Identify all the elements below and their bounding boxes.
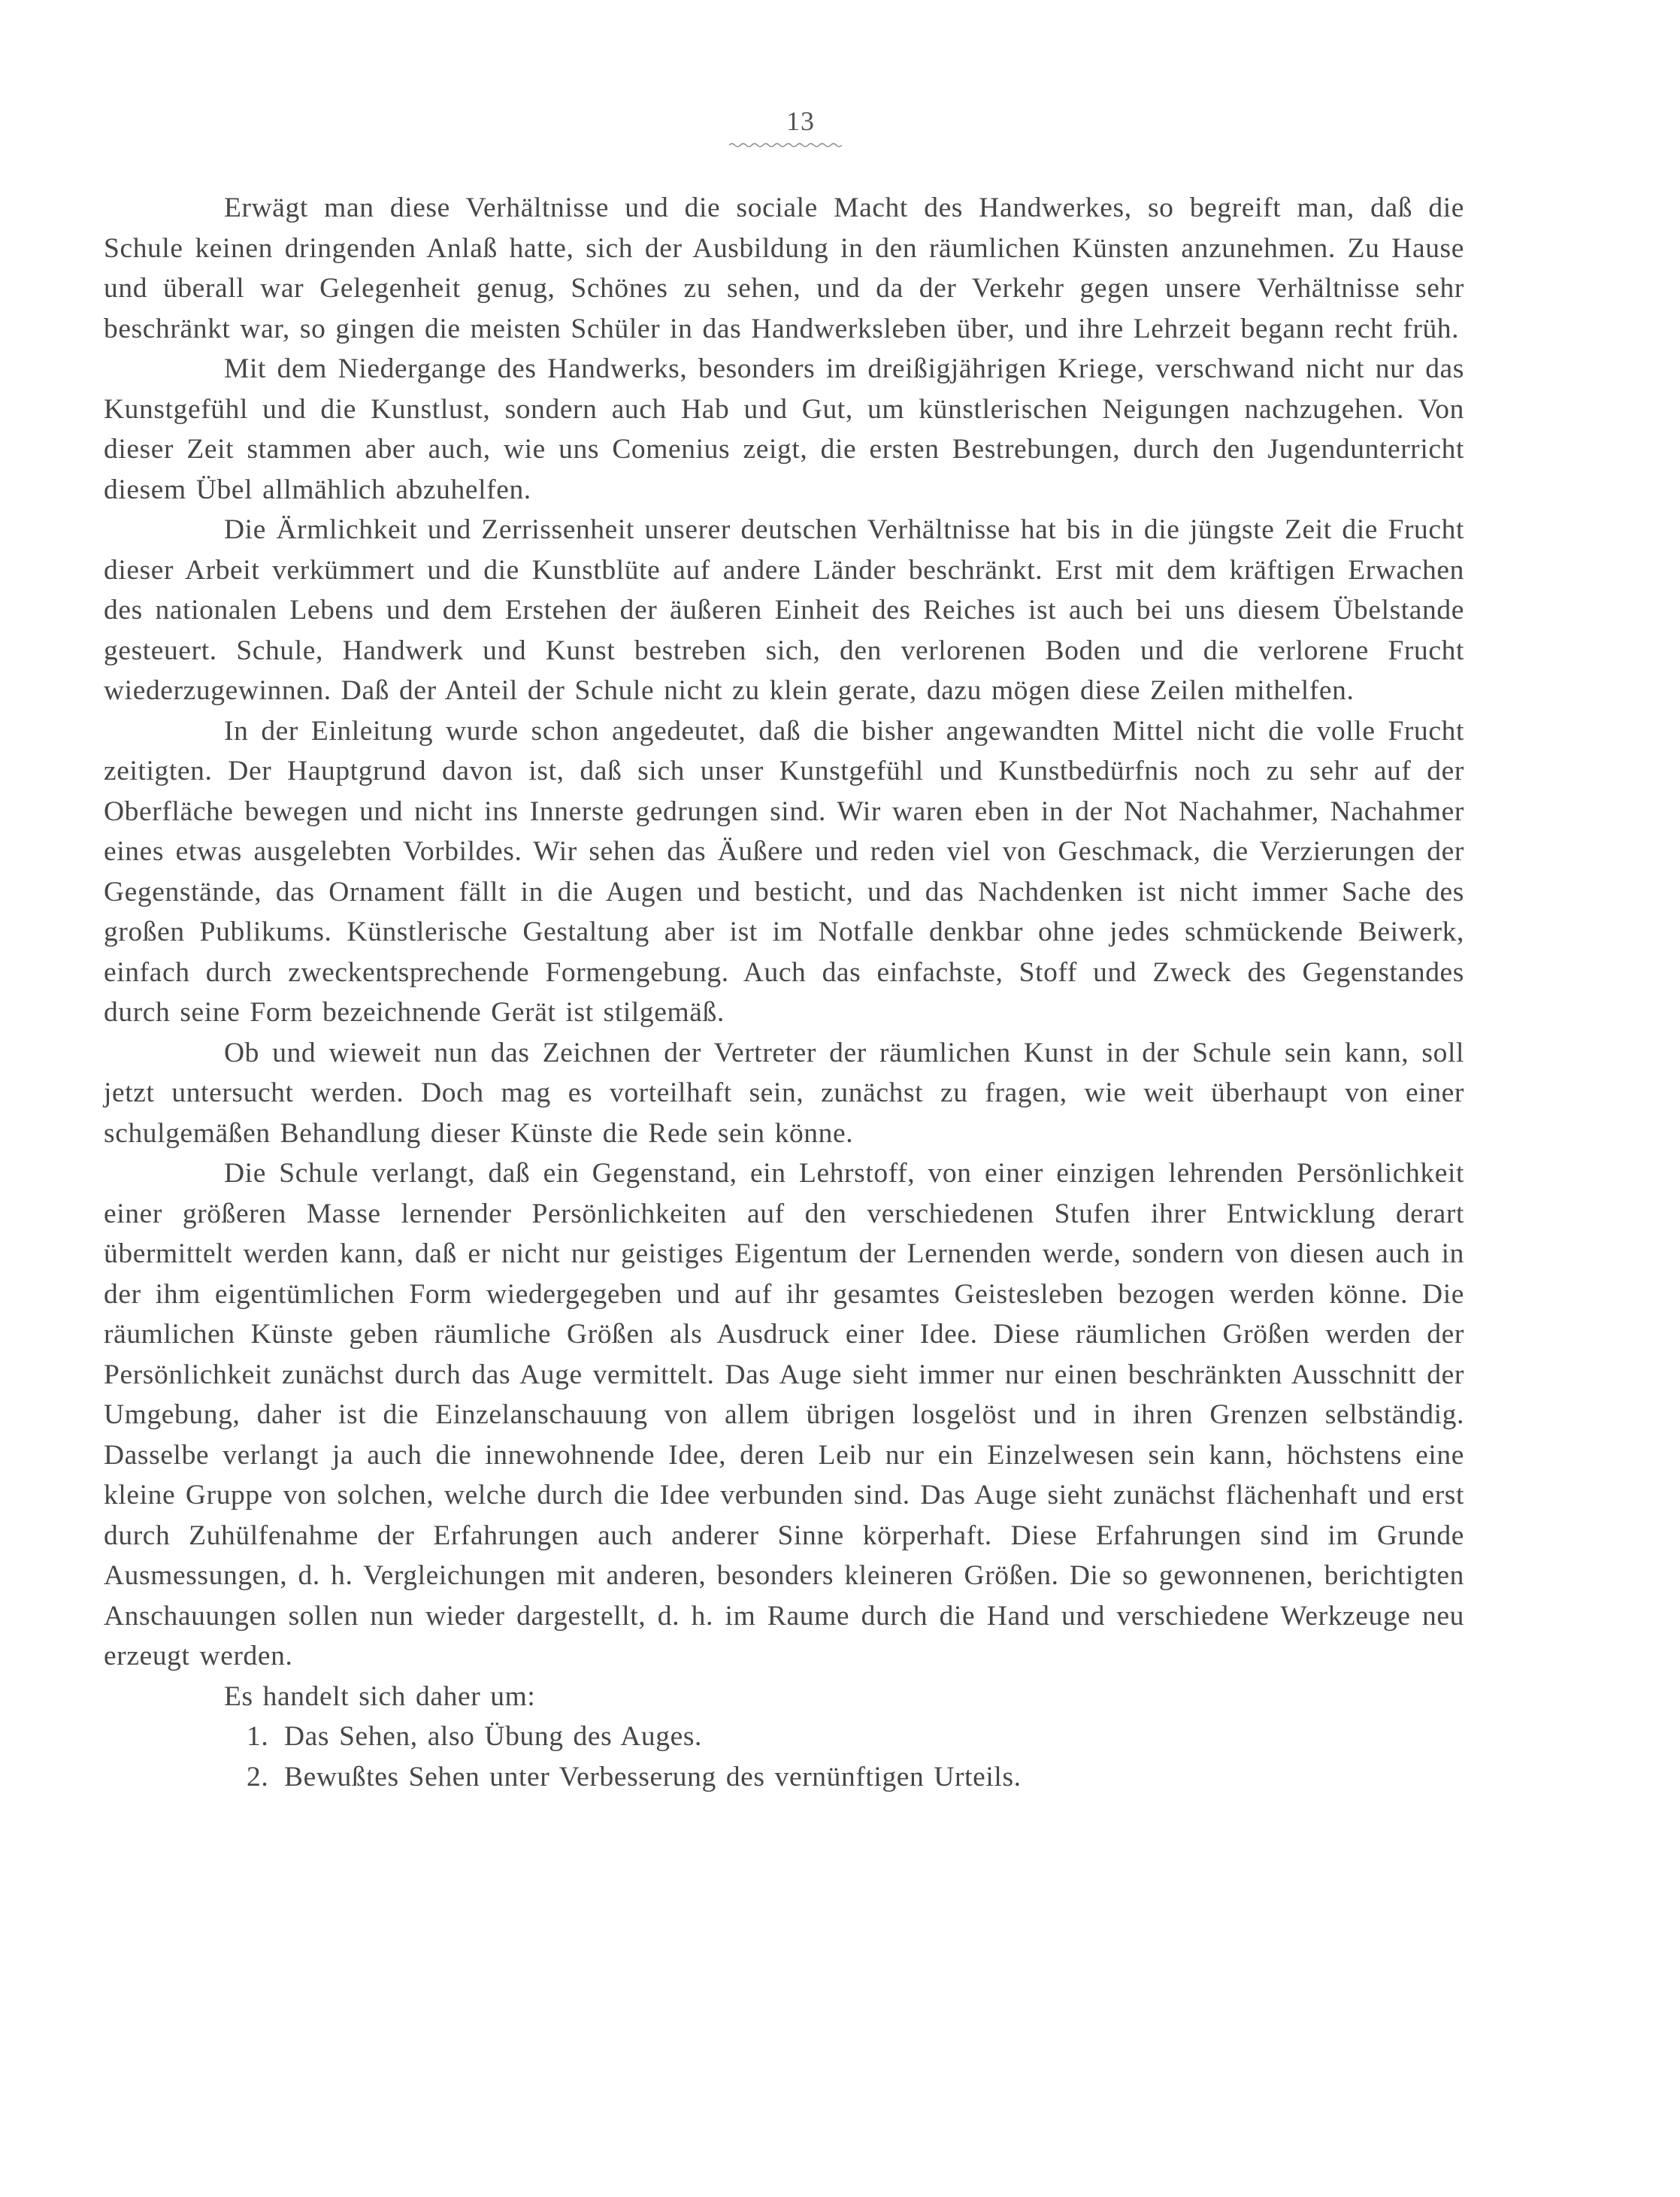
body-text	[104, 188, 1464, 1797]
paragraph: Es handelt sich daher um:	[224, 1680, 536, 1712]
wavy-rule-ornament	[729, 141, 842, 149]
paragraph: Ob und wieweit nun das Zeichnen der Vertreter der räumlichen Kunst in der Schule sein kann, soll jetzt untersucht werden. Doch mag es vorteilhaft sein, zunächst zu fragen, wie weit überhaupt von einer schulgemäßen Behandlung dieser Künste die Rede sein könne.	[104, 1037, 1464, 1149]
paragraph: Erwägt man diese Verhältnisse und die sociale Macht des Handwerkes, so begreift man, daß die Schule keinen dringenden Anlaß hatte, sich der Ausbildung in den räumlichen Künsten anzunehmen. Zu Hause und überall war Gelegenheit genug, Schönes zu sehen, und da der Verkehr gegen unsere Verhältnisse sehr beschränkt war, so gingen die meisten Schüler in das Handwerksleben über, und ihre Lehrzeit begann recht früh.	[104, 192, 1464, 344]
paragraph: Die Ärmlichkeit und Zerrissenheit unserer deutschen Verhältnisse hat bis in die jüngste Zeit die Frucht dieser Arbeit verkümmert und die Kunstblüte auf andere Länder beschränkt. Erst mit dem kräftigen Erwachen des nationalen Lebens und dem Erstehen der äußeren Einheit des Reiches ist auch bei uns diesem Übelstande gesteuert. Schule, Handwerk und Kunst bestreben sich, den verlorenen Boden und die verlorene Frucht wiederzugewinnen. Daß der Anteil der Schule nicht zu klein gerate, dazu mögen diese Zeilen mithelfen.	[104, 514, 1464, 706]
list-item-number: 2.	[247, 1761, 269, 1792]
list-item	[104, 1717, 1464, 1757]
list-item	[104, 1757, 1464, 1798]
list-item-text: Das Sehen, also Übung des Auges.	[284, 1721, 703, 1752]
paragraph: In der Einleitung wurde schon angedeutet, daß die bisher angewandten Mittel nicht die volle Frucht zeitigten. Der Hauptgrund davon ist, daß sich unser Kunstgefühl und Kunstbedürfnis noch zu sehr auf der Oberfläche bewegen und nicht ins Innerste gedrungen sind. Wir waren eben in der Not Nachahmer, Nachahmer eines etwas ausgelebten Vorbildes. Wir sehen das Äußere und reden viel von Geschmack, die Verzierungen der Gegenstände, das Ornament fällt in die Augen und besticht, und das Nachdenken ist nicht immer Sache des großen Publikums. Künstlerische Gestaltung aber ist im Notfalle denkbar ohne jedes schmückende Beiwerk, einfach durch zweckentsprechende Formengebung. Auch das einfachste, Stoff und Zweck des Gegenstandes durch seine Form bezeichnende Gerät ist stilgemäß.	[104, 715, 1464, 1028]
paragraph: Mit dem Niedergange des Handwerks, besonders im dreißigjährigen Kriege, verschwand nicht nur das Kunstgefühl und die Kunstlust, sondern auch Hab und Gut, um künstlerischen Neigungen nachzugehen. Von dieser Zeit stammen aber auch, wie uns Comenius zeigt, die ersten Bestrebungen, durch den Jugendunterricht diesem Übel allmählich abzuhelfen.	[104, 353, 1464, 505]
list-item-text: Bewußtes Sehen unter Verbesserung des vernünftigen Urteils.	[284, 1761, 1022, 1792]
page-number: 13	[786, 106, 815, 136]
paragraph: Die Schule verlangt, daß ein Gegenstand, ein Lehrstoff, von einer einzigen lehrenden Persönlichkeit einer größeren Masse lernender Persönlichkeiten auf den verschiedenen Stufen ihrer Entwicklung derart übermittelt werden kann, daß er nicht nur geistiges Eigentum der Lernenden werde, sondern von diesen auch in der ihm eigentümlichen Form wiedergegeben und auf ihr gesamtes Geistesleben bezogen werden könne. Die räumlichen Künste geben räumliche Größen als Ausdruck einer Idee. Diese räumlichen Größen werden der Persönlichkeit zunächst durch das Auge vermittelt. Das Auge sieht immer nur einen beschränkten Ausschnitt der Umgebung, daher ist die Einzelanschauung von allem übrigen losgelöst und in ihren Grenzen selbständig. Dasselbe verlangt ja auch die innewohnende Idee, deren Leib nur ein Einzelwesen sein kann, höchstens eine kleine Gruppe von solchen, welche durch die Idee verbunden sind. Das Auge sieht zunächst flächenhaft und erst durch Zuhülfenahme der Erfahrungen auch anderer Sinne körperhaft. Diese Erfahrungen sind im Grunde Ausmessungen, d. h. Vergleichungen mit anderen, besonders kleineren Größen. Die so gewonnenen, berichtigten Anschauungen sollen nun wieder dargestellt, d. h. im Raume durch die Hand und verschiedene Werkzeuge neu erzeugt werden.	[104, 1158, 1464, 1671]
list-item-number: 1.	[247, 1721, 269, 1752]
numbered-list	[104, 1717, 1464, 1797]
